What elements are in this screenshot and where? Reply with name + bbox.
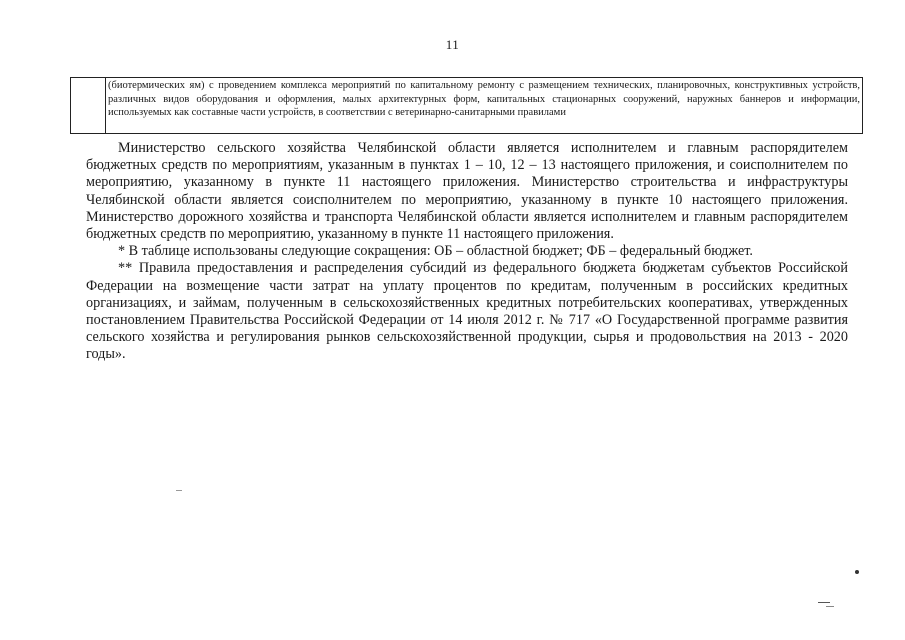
scan-mark <box>818 602 830 603</box>
paragraph-abbreviations-note: * В таблице использованы следующие сокращения: ОБ – областной бюджет; ФБ – федеральный бюджет. <box>118 243 753 260</box>
scan-mark <box>176 490 182 491</box>
body-text <box>86 140 848 364</box>
table-cell-text: (биотермических ям) с проведением комплекса мероприятий по капитальному ремонту с размещением технических, планировочных, конструктивных устройств, различных видов оборудования и оформления, малых архитектурных форм, капитальных стационарных сооружений, наружных баннеров и информации, используемых как составные части устройств, в соответствии с ветеринарно-санитарными правилами <box>108 80 860 118</box>
scan-mark <box>826 606 834 607</box>
page-number: 11 <box>445 37 460 52</box>
table-fragment <box>70 77 863 134</box>
paragraph-ministries: Министерство сельского хозяйства Челябинской области является исполнителем и главным распорядителем бюджетных средств по мероприятиям, указанным в пунктах 1 – 10, 12 – 13 настоящего приложения, и соисполнителем по мероприятию, указанному в пункте 11 настоящего приложения. Министерство строительства и инфраструктуры Челябинской области является соисполнителем по мероприятию, указанному в пункте 10 настоящего приложения. Министерство дорожного хозяйства и транспорта Челябинской области является исполнителем и главным распорядителем бюджетных средств по мероприятию, указанному в пункте 11 настоящего приложения. <box>86 140 848 243</box>
scan-speck <box>855 570 859 574</box>
table-empty-cell <box>71 78 106 133</box>
paragraph-subsidy-rules-note: ** Правила предоставления и распределения субсидий из федерального бюджета бюджетам субъектов Российской Федерации на возмещение части затрат на уплату процентов по кредитам, полученным в российских кредитных организациях, и займам, полученным в сельскохозяйственных кредитных потребительских кооперативах, утвержденных постановлением Правительства Российской Федерации от 14 июля 2012 г. № 717 «О Государственной программе развития сельского хозяйства и регулирования рынков сельскохозяйственной продукции, сырья и продовольствия на 2013 - 2020 годы». <box>86 260 848 363</box>
